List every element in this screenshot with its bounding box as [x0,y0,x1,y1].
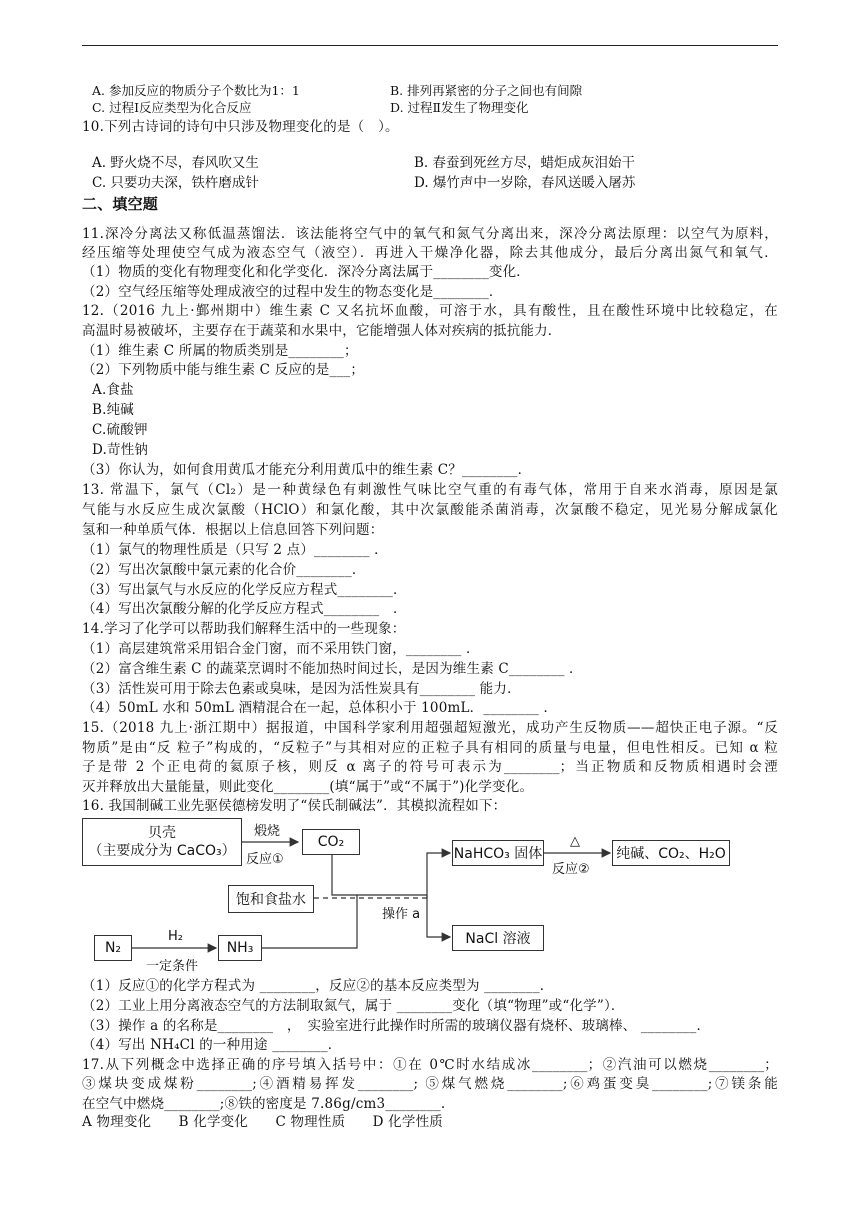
q9-option-d: D. 过程Ⅱ发生了物理变化 [390,100,529,115]
q16-line-4: （3）操作 a 的名称是________ ， 实验室进行此操作时所需的玻璃仪器有烧杯、玻璃棒、 ________． [82,1018,711,1034]
q11-line-3: （1）物质的变化有物理变化和化学变化．深冷分离法属于________变化． [82,264,530,280]
q15-line-1: 15.（2018 九上·浙江期中）据报道，中国科学家利用超强超短激光，成功产生反物质——超快正电子源。“反 [82,720,778,736]
q12-line-3: （1）维生素 C 所属的物质类别是________； [82,343,358,359]
header-rule [82,45,778,46]
q16-line-3: （2）工业上用分离液态空气的方法制取氮气，属于 ________变化（填“物理”或“化学”）． [82,998,625,1014]
q15-line-2: 物质”是由“反 粒子”构成的，“反粒子”与其相对应的正粒子具有相同的质量与电量，但电性相反。已知 α 粒 [82,740,778,756]
h2-label: H₂ [168,929,183,944]
shell-composition: （主要成分为 CaCO₃） [88,843,236,859]
section-title: 二、填空题 [82,195,159,213]
q16-line-1: 16. 我国制碱工业先驱侯德榜发明了“侯氏制碱法”．其模拟流程如下： [82,798,507,814]
q16-line-5: （4）写出 NH₄Cl 的一种用途 ________． [82,1037,342,1053]
q17-line-2: ③煤块变成煤粉________;④酒精易挥发________; ⑤煤气燃烧________;⑥鸡蛋变臭________;⑦镁条能 [82,1076,778,1092]
products-box: 纯碱、CO₂、H₂O [612,840,730,866]
q12-line-2: 高温时易被破坏，主要存在于蔬菜和水果中，它能增强人体对疾病的抵抗能力． [82,323,562,339]
q16-line-2: （1）反应①的化学方程式为 ________，反应②的基本反应类型为 ________． [82,978,554,994]
q9-option-a: A. 参加反应的物质分子个数比为1：1 [92,83,300,98]
q15-line-3: 子是带 2 个正电荷的氦原子核，则反 α 离子的符号可表示为________；当正物质和反物质相遇时会湮 [82,759,778,775]
q13-line-6: （3）写出氯气与水反应的化学反应方程式________． [82,582,407,598]
q12-line-1: 12.（2016 九上·鄞州期中）维生素 C 又名抗坏血酸，可溶于水，具有酸性，且在酸性环境中比较稳定，在 [82,303,778,319]
reaction-1-label: 反应① [246,848,284,867]
q12-line-5: （3）你认为，如何食用黄瓜才能充分利用黄瓜中的维生素 C？________． [82,462,532,478]
nh3-box: NH₃ [218,935,262,961]
nacl-box: NaCl 溶液 [452,925,544,951]
q14-line-5: （4）50mL 水和 50mL 酒精混合在一起，总体积小于 100mL．________ ． [82,700,558,716]
q13-line-5: （2）写出次氯酸中氯元素的化合价________． [82,562,366,578]
q13-line-4: （1）氯气的物理性质是（只写 2 点）________ ． [82,542,388,558]
q12-option-d: D.苛性钠 [92,442,149,458]
q11-line-2: 经压缩等处理使空气成为液态空气（液空）．再进入干燥净化器，除去其他成分，最后分离出氮气和氧气． [82,245,778,261]
q17-line-4: A 物理变化 B 化学变化 C 物理性质 D 化学性质 [82,1114,443,1130]
q17-line-3: 在空气中燃烧________;⑧铁的密度是 7.86g/cm3________. [82,1096,446,1112]
reaction-2-label: 反应② [552,858,590,877]
q9-option-b: B. 排列再紧密的分子之间也有间隙 [390,83,583,98]
q12-option-c: C.硫酸钾 [92,422,148,438]
q10-option-d: D. 爆竹声中一岁除，春风送暖入屠苏 [414,175,636,191]
q13-line-2: 气能与水反应生成次氯酸（HClO）和氯化酸，其中次氯酸能杀菌消毒，次氯酸不稳定，见光易分解成氯化 [82,502,778,518]
q14-line-1: 14.学习了化学可以帮助我们解释生活中的一些现象： [82,621,406,637]
q10-option-b: B. 春蚕到死丝方尽，蜡炬成灰泪始干 [414,155,636,171]
nahco3-box: NaHCO₃ 固体 [452,840,544,866]
q11-line-1: 11.深冷分离法又称低温蒸馏法．该法能将空气中的氧气和氮气分离出来，深冷分离法原理：以空气为原料， [82,226,778,242]
q13-line-1: 13. 常温下，氯气（Cl₂）是一种黄绿色有刺激性气味比空气重的有毒气体，常用于自来水消毒，原因是氯 [82,482,778,498]
q12-option-a: A.食盐 [92,382,134,398]
q13-line-3: 氢和一种单质气体．根据以上信息回答下列问题： [82,522,384,538]
brine-box: 饱和食盐水 [228,885,314,913]
condition-label: 一定条件 [146,955,198,974]
q15-line-4: 灭并释放出大量能量，则此变化________(填“属于”或“不属于”)化学变化。 [82,779,534,795]
q13-line-7: （4）写出次氯酸分解的化学反应方程式________ ． [82,601,407,617]
q10-option-c: C. 只要功夫深，铁杵磨成针 [92,175,259,191]
q10-stem: 10.下列古诗词的诗句中只涉及物理变化的是（ ）。 [82,119,399,135]
q14-line-4: （3）活性炭可用于除去色素或臭味，是因为活性炭具有________ 能力． [82,681,521,697]
q14-line-3: （2）富含维生素 C 的蔬菜烹调时不能加热时间过长，是因为维生素 C________ ． [82,661,583,677]
q17-line-1: 17.从下列概念中选择正确的序号填入括号中：①在 0℃时水结成冰________；②汽油可以燃烧________； [82,1057,778,1073]
operation-a-label: 操作 a [382,903,420,922]
q9-option-c: C. 过程Ⅰ反应类型为化合反应 [92,100,252,115]
co2-box: CO₂ [302,829,360,855]
q14-line-2: （1）高层建筑常采用铝合金门窗，而不采用铁门窗，________ ． [82,641,480,657]
shell-box [82,818,242,866]
heat-symbol: △ [570,834,580,849]
shell-label: 贝壳 [148,825,176,841]
q12-line-4: （2）下列物质中能与维生素 C 反应的是___； [82,362,365,378]
calcine-label: 煅烧 [254,820,280,839]
soda-process-flow-diagram [82,815,762,975]
q11-line-4: （2）空气经压缩等处理成液空的过程中发生的物态变化是________． [82,284,503,300]
q12-option-b: B.纯碱 [92,402,135,418]
q10-option-a: A. 野火烧不尽，春风吹又生 [92,155,259,171]
n2-box: N₂ [94,935,132,961]
